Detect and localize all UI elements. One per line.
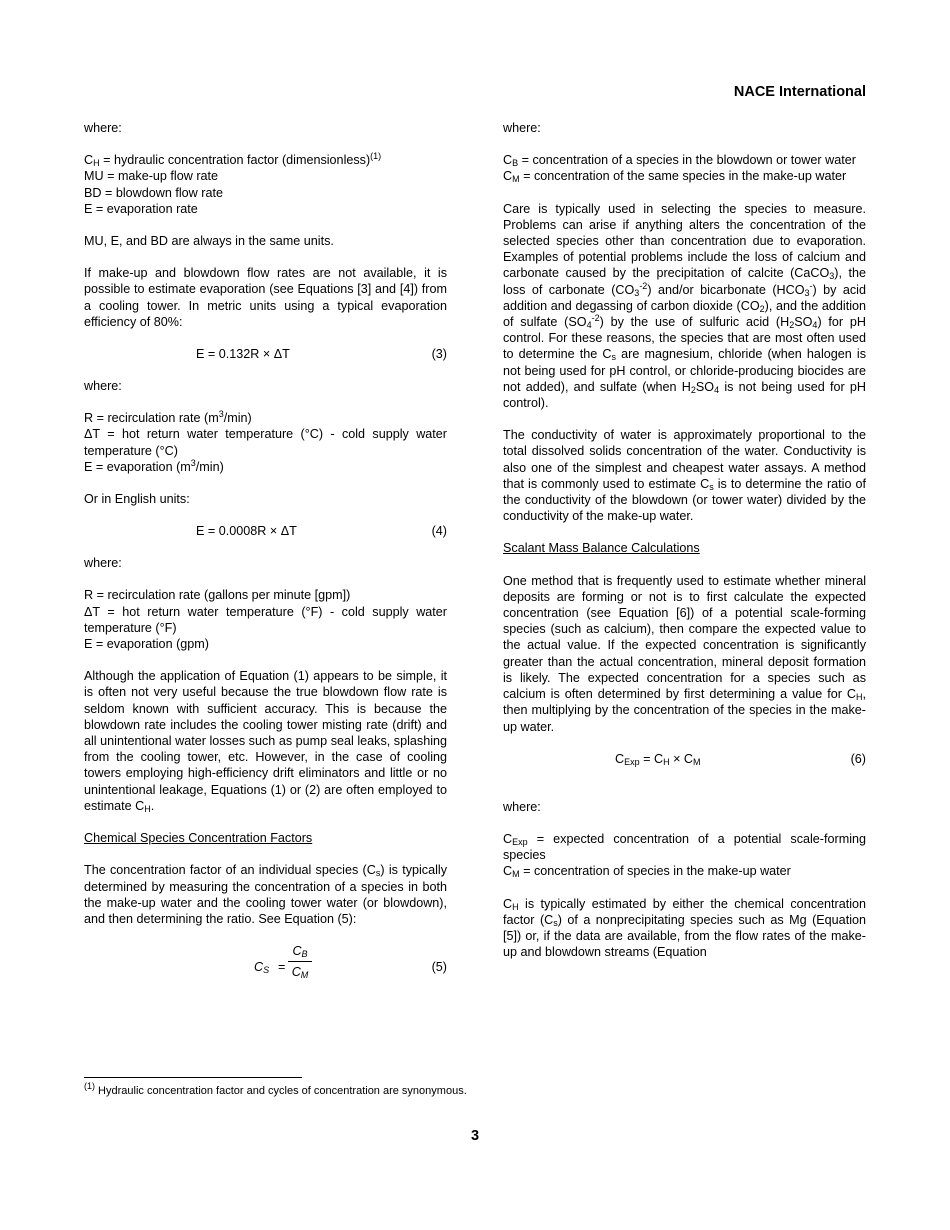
equation-5-numerator: $C_B$ bbox=[292, 944, 308, 960]
header-org: NACE International bbox=[733, 84, 866, 100]
def-bd: BD = blowdown flow rate bbox=[84, 185, 223, 200]
def-cm-makeup: $C_M$ = concentration of species in the make-up water bbox=[503, 864, 791, 880]
definitions-species bbox=[503, 152, 866, 184]
def-r-metric: R = recirculation rate $(m^3/\min)$ bbox=[84, 409, 252, 426]
definitions-metric bbox=[84, 410, 447, 475]
right-column bbox=[503, 120, 866, 976]
equation-6 bbox=[503, 751, 866, 771]
definitions-expected bbox=[503, 831, 866, 880]
blowdown-paragraph: Although the application of Equation (1) appears to be simple, it is often not very useful because the true blowdown flow rate is seldom known with sufficient accuracy. This is because the blowdown rate includes the cooling tower misting rate (drift) and all unintentional water losses such as pump seal leaks, splashing from the cooling tower, etc. However, in the case of cooling towers employing high-efficiency drift eliminators and little or no unintentional leakage, Equations (1) or (2) are often employed to estimate $C_H$. bbox=[84, 669, 447, 814]
equation-3-expression: E = 0.132R × ΔT bbox=[196, 347, 290, 362]
def-e-metric: E = evaporation $(m^3/\min)$ bbox=[84, 457, 224, 474]
def-mu: MU = make-up flow rate bbox=[84, 169, 219, 184]
equation-5 bbox=[84, 943, 447, 995]
footnote-mark: (1) bbox=[84, 1081, 95, 1091]
equation-5-equals: = bbox=[278, 960, 286, 975]
equation-3-number: (3) bbox=[431, 347, 447, 362]
equation-6-number: (6) bbox=[850, 751, 866, 766]
equation-6-expression: $C_{Exp} = C_H \times C_M$ bbox=[615, 751, 701, 767]
mass-balance-paragraph: One method that is frequently used to estimate whether mineral deposits are forming or not is to first calculate the expected concentration (see Equation [6]) of a potential scale-forming species (such as calcium), then compare the expected value to the actual value. If the expected concentration is significantly greater than the actual concentration, mineral deposit formation is likely. The expected concentration for a species such as calcium is often determined by first determining a value for $C_H$, then multiplying by the concentration of the species in the make-up water. bbox=[503, 573, 866, 734]
definitions-english bbox=[84, 587, 447, 652]
equation-5-denominator: $C_M$ bbox=[291, 965, 309, 981]
def-cexp: $C_{Exp}$ = expected concentration of a potential scale-forming species bbox=[503, 831, 866, 863]
page-number: 3 bbox=[470, 1128, 480, 1144]
where-label: where: bbox=[503, 121, 541, 135]
def-ch: $C_H$ = hydraulic concentration factor (dimensionless)$^{(1)}$ bbox=[84, 151, 382, 169]
fraction-bar bbox=[288, 961, 312, 962]
equation-5-lhs: $C_S$ bbox=[254, 960, 270, 976]
equation-5-number: (5) bbox=[431, 960, 447, 975]
left-column bbox=[84, 120, 447, 1007]
section-heading-scalant-mass-balance: Scalant Mass Balance Calculations bbox=[503, 541, 700, 556]
def-dt-english: ΔT = hot return water temperature (°F) - cold supply water temperature (°F) bbox=[84, 604, 447, 635]
species-selection-paragraph: Care is typically used in selecting the species to measure. Problems can arise if anything alters the concentration of the selected species other than concentration due to evaporation. Examples of potential problems include the loss of calcium and carbonate caused by the precipitation of calcite (CaCO$_3$), the loss of carbonate $(CO_3^{-2})$ and/or bicarbonate $(HCO_3^-)$ by acid addition and degassing of carbon dioxide $(CO_2)$, and the addition of sulfate $(SO_4^{-2})$ by the use of sulfuric acid $(H_2SO_4)$ for pH control. For these reasons, the species that are most often used to determine the $C_s$ are magnesium, chloride (when halogen is not being used for pH control, or chloride-producing biocides are not added), and sulfate (when $H_2SO_4$ is not being used for pH control). bbox=[503, 201, 867, 411]
def-cb: $C_B$ = concentration of a species in the blowdown or tower water bbox=[503, 153, 856, 169]
footnote-text: Hydraulic concentration factor and cycles of concentration are synonymous. bbox=[95, 1085, 467, 1097]
equation-3 bbox=[84, 346, 447, 362]
def-e: E = evaporation rate bbox=[84, 201, 198, 216]
equation-4-expression: E = 0.0008R × ΔT bbox=[196, 524, 297, 539]
where-label: where: bbox=[84, 379, 122, 394]
def-cm: $C_M$ = concentration of the same species in the make-up water bbox=[503, 169, 847, 185]
ch-estimation-paragraph: $C_H$ is typically estimated by either the chemical concentration factor $(C_s)$ of a nonprecipitating species such as Mg (Equation [5]) or, if the data are available, from the flow rates of the make-up and blowdown streams (Equation bbox=[503, 896, 866, 960]
where-label: where: bbox=[84, 121, 122, 135]
equation-4-number: (4) bbox=[431, 524, 447, 539]
units-note: MU, E, and BD are always in the same units. bbox=[84, 234, 334, 249]
equation-4 bbox=[84, 523, 447, 539]
evaporation-paragraph: If make-up and blowdown flow rates are not available, it is possible to estimate evaporation (see Equations [3] and [4]) from a cooling tower. In metric units using a typical evaporation efficiency of 80%: bbox=[84, 266, 447, 329]
footnote bbox=[84, 1083, 467, 1099]
equation-5-fraction bbox=[288, 943, 312, 980]
where-label: where: bbox=[84, 556, 122, 571]
conductivity-paragraph: The conductivity of water is approximately proportional to the total dissolved solids concentration of the water. Conductivity is also one of the simplest and cheapest water assays. A method that is commonly used to estimate $C_s$ is to determine the ratio of the conductivity of the blowdown (or tower water) divided by the conductivity of the make-up water. bbox=[503, 428, 866, 524]
where-label: where: bbox=[503, 799, 541, 814]
def-e-english: E = evaporation (gpm) bbox=[84, 637, 209, 652]
def-r-english: R = recirculation rate (gallons per minute [gpm]) bbox=[84, 588, 351, 603]
english-units-label: Or in English units: bbox=[84, 492, 190, 507]
def-dt-metric: ΔT = hot return water temperature (°C) - cold supply water temperature (°C) bbox=[84, 427, 447, 458]
footnote-rule bbox=[84, 1077, 302, 1078]
definitions-hydraulic bbox=[84, 152, 447, 217]
section-heading-chemical-species: Chemical Species Concentration Factors bbox=[84, 831, 313, 846]
concentration-factor-paragraph: The concentration factor of an individual species $(C_s)$ is typically determined by measuring the concentration of a species in both the make-up water and the cooling tower water (or blowdown), and then determining the ratio. See Equation (5): bbox=[84, 863, 448, 926]
